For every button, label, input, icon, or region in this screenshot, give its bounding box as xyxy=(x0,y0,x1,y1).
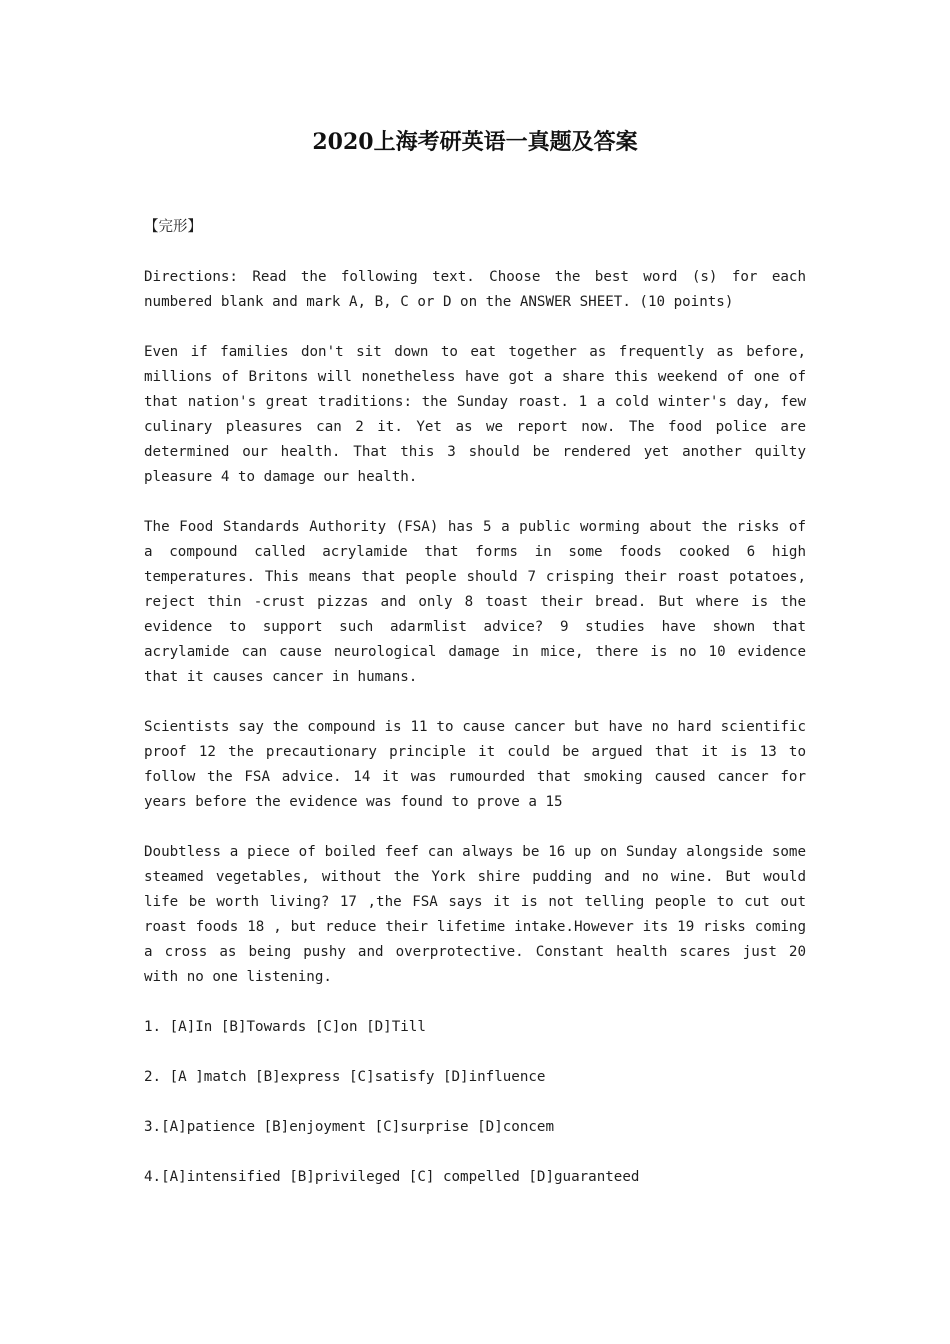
question-item-2: 2. [A ]match [B]express [C]satisfy [D]influence xyxy=(144,1069,546,1085)
directions-text: Directions: Read the following text. Choose the best word (s) for each numbered blank and mark A, B, C or D on the ANSWER SHEET. (10 points) xyxy=(144,269,806,310)
document-body xyxy=(144,215,806,1215)
passage-paragraph-2: The Food Standards Authority (FSA) has 5 a public worming about the risks of a compound called acrylamide that forms in some foods cooked 6 high temperatures. This means that people should 7 crisping their roast potatoes, reject thin -crust pizzas and only 8 toast their bread. But where is the evidence to support such adarmlist advice? 9 studies have shown that acrylamide can cause neurological damage in mice, there is no 10 evidence that it causes cancer in humans. xyxy=(144,519,806,685)
passage-paragraph-1: Even if families don't sit down to eat together as frequently as before, millions of Britons will nonetheless have got a share this weekend of one of that nation's great traditions: the Sunday roast. 1 a cold winter's day, few culinary pleasures can 2 it. Yet as we report now. The food police are determined our health. That this 3 should be rendered yet another quilty pleasure 4 to damage our health. xyxy=(144,344,806,485)
passage-paragraph-3: Scientists say the compound is 11 to cause cancer but have no hard scientific proof 12 the precautionary principle it could be argued that it is 13 to follow the FSA advice. 14 it was rumourded that smoking caused cancer for years before the evidence was found to prove a 15 xyxy=(144,719,806,810)
section-label: 【完形】 xyxy=(144,219,202,235)
passage-paragraph-4: Doubtless a piece of boiled feef can always be 16 up on Sunday alongside some steamed vegetables, without the York shire pudding and no wine. But would life be worth living? 17 ,the FSA says it is not telling people to cut out roast foods 18 , but reduce their lifetime intake.However its 19 risks coming a cross as being pushy and overprotective. Constant health scares just 20 with no one listening. xyxy=(144,844,806,985)
question-item-3: 3.[A]patience [B]enjoyment [C]surprise [D]concem xyxy=(144,1119,554,1135)
page-title: 2020上海考研英语一真题及答案 xyxy=(312,129,638,155)
question-item-4: 4.[A]intensified [B]privileged [C] compelled [D]guaranteed xyxy=(144,1169,640,1185)
question-item-1: 1. [A]In [B]Towards [C]on [D]Till xyxy=(144,1019,426,1035)
